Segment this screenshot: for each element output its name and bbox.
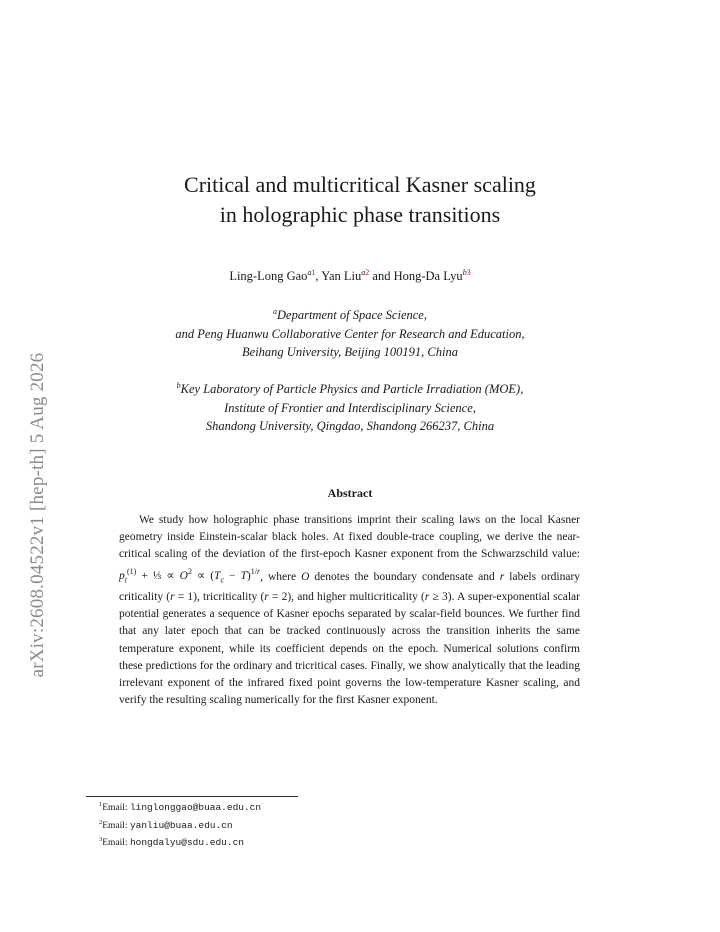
email-link[interactable]: yanliu@buaa.edu.cn: [129, 819, 233, 831]
author-sep: ,: [315, 269, 322, 283]
abstract-body: We study how holographic phase transitions imprint their scaling laws on the local Kasner geometry inside Einstein-scalar black holes. At fixed double-trace coupling, we derive the near-critical scaling of the deviation of the first-epoch Kasner exponent from the Schwarzschild value: $p_t^{(1)}$ + ⅓ ∝ $O^2 \propto (T_c - T)^{1/r}$, where O denotes the boundary condensate and r labels ordinary criticality (r = 1), tricriticality (r = 2), and higher multicriticality (r ≥ 3). A super-exponential scalar potential generates a sequence of Kasner epochs separated by scalar-field bounces. We further find that any later epoch that can be tracked continuously across the transition inherits the same temperature exponent, while its coefficient depends on the epoch. Numerical solutions confirm these predictions for the ordinary and tricritical cases. Finally, we show analytically that the leading irrelevant exponent of the infrared fixed point governs the low-temperature Kasner scaling, and verify the resulting scaling numerically for the first Kasner exponent.: [119, 514, 581, 707]
affiliation-line: and Peng Huanwu Collaborative Center for Research and Education,: [175, 326, 525, 341]
title-line-2: in holographic phase transitions: [219, 202, 501, 227]
affiliation-line: Beihang University, Beijing 100191, China: [242, 345, 458, 359]
affiliation-a: [0, 303, 700, 362]
kasner-scaling-formula: $p_t^{(1)}$ + ⅓ ∝ $O^2 \propto (T_c - T)^{1/r}$: [119, 567, 261, 585]
affiliation-b: [0, 377, 700, 436]
author-name: Hong-Da Lyu: [393, 269, 463, 283]
footnotes: [99, 798, 261, 851]
author-footnote-link[interactable]: 2: [365, 268, 370, 277]
footnote-rule: [86, 796, 298, 797]
author-footnote-link[interactable]: 3: [466, 268, 471, 277]
abstract-heading: Abstract: [327, 486, 373, 500]
affiliation-line: Institute of Frontier and Interdisciplinary Science,: [224, 400, 476, 415]
footnote-item: $^2$Email: yanliu@buaa.edu.cn: [99, 818, 233, 831]
author-name: Yan Liu: [321, 269, 362, 283]
affiliation-mark: b: [176, 381, 181, 390]
arxiv-id: arXiv:2608.04522v1 [hep-th] 5 Aug 2026: [27, 352, 48, 678]
affiliation-mark: a: [273, 307, 278, 316]
title-line-1: Critical and multicritical Kasner scaling: [184, 172, 536, 197]
author-aff: a: [307, 268, 312, 277]
author-sep: and: [369, 269, 394, 283]
author-name: Ling-Long Gao: [229, 269, 308, 283]
email-link[interactable]: hongdalyu@sdu.edu.cn: [129, 837, 244, 848]
email-link[interactable]: linglonggao@buaa.edu.cn: [129, 802, 262, 813]
author-footnote-link[interactable]: 1: [311, 268, 316, 277]
footnote-item: $^1$Email: linglonggao@buaa.edu.cn: [99, 801, 262, 813]
affiliation-line: Shandong University, Qingdao, Shandong 266237, China: [205, 419, 495, 433]
author-aff: a: [361, 268, 366, 277]
footnote-item: $^3$Email: hongdalyu@sdu.edu.cn: [99, 836, 244, 848]
affiliation-line: Department of Space Science,: [277, 308, 427, 322]
author-list: [0, 268, 700, 284]
paper-title: [0, 170, 720, 230]
affiliation-line: Key Laboratory of Particle Physics and Particle Irradiation (MOE),: [180, 382, 524, 396]
author-aff: b: [462, 268, 467, 277]
